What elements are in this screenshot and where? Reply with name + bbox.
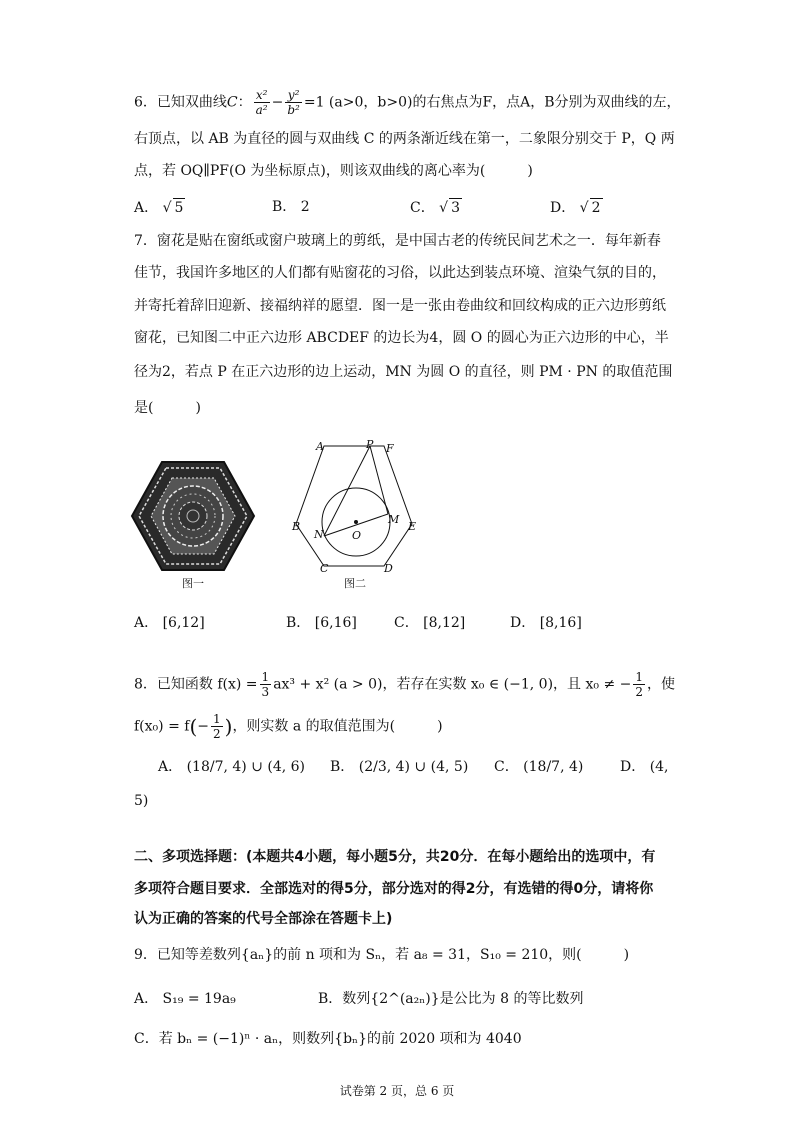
- q7-line-3: 并寄托着辞旧迎新、接福纳祥的愿望．图一是一张由卷曲纹和回纹构成的正六边形剪纸: [134, 298, 666, 314]
- section2-line-3: 认为正确的答案的代号全部涂在答题卡上): [134, 911, 393, 927]
- q8-line1: [134, 670, 675, 699]
- q8-line1-a: 8．已知函数 f(x) =: [134, 676, 258, 693]
- section2-line-2: 多项符合题目要求．全部选对的得5分，部分选对的得2分，有选错的得0分，请将你: [134, 881, 654, 897]
- q8-line2: f(x₀) = f(− $\frac{1}{2}$ )，则实数 a 的取值范围为( ): [134, 712, 443, 741]
- q7-option-a-label: A．: [134, 615, 159, 631]
- q6-line3: 点，若 OQ∥PF(O 为坐标原点)，则该双曲线的离心率为( ): [134, 163, 533, 179]
- q7-option-c-label: C．: [394, 615, 419, 631]
- q6-number: 6．已知双曲线: [134, 94, 227, 111]
- q8-line1-c: ，使: [647, 676, 675, 693]
- q7-line-4: 窗花，已知图二中正六边形 ABCDEF 的边长为4，圆 O 的圆心为正六边形的中心，半: [134, 330, 669, 346]
- q7-option-a-value: [6,12]: [162, 615, 205, 631]
- q7-line-6: 是( ): [134, 400, 201, 416]
- q8-option-a-label: A．: [158, 759, 183, 775]
- q7-option-b-value: [6,16]: [314, 615, 357, 631]
- fig-label-m: M: [388, 513, 400, 526]
- q6-line2: 右顶点，以 AB 为直径的圆与双曲线 C 的两条渐近线在第一，二象限分别交于 P，Q 两: [134, 131, 675, 147]
- q9-option-c: C．若 bₙ = (−1)ⁿ · aₙ，则数列{bₙ}的前 2020 项和为 4040: [134, 1031, 522, 1047]
- q7-line-1: 7．窗花是贴在窗纸或窗户玻璃上的剪纸，是中国古老的传统民间艺术之一．每年新春: [134, 233, 661, 249]
- fig-label-n: N: [314, 528, 324, 541]
- q6-option-c: C． √ 3: [410, 200, 461, 216]
- q6-option-b-value: 2: [300, 199, 310, 215]
- figure-one-papercut: [130, 458, 256, 574]
- figure-one-caption: 图一: [182, 577, 204, 590]
- q8-option-d-wrap: 5): [134, 793, 149, 809]
- fig-label-e: E: [408, 520, 417, 533]
- q6-frac-y: [285, 88, 302, 117]
- q8-line2-b: ，则实数 a 的取值范围为( ): [232, 718, 443, 735]
- q7-option-d-label: D．: [510, 615, 536, 631]
- fig-label-f: F: [386, 442, 394, 455]
- q8-frac-half: $\frac{1}{2}$: [635, 670, 643, 699]
- q9-option-b: B．数列{2^(a₂ₙ)}是公比为 8 的等比数列: [318, 991, 584, 1007]
- q7-option-c: [394, 614, 465, 632]
- q6-curve: C: [226, 94, 238, 111]
- q8-option-c: [494, 758, 583, 776]
- q8-line2-a: f(x₀) = f: [134, 718, 190, 735]
- q6-frac-x-den: a²: [255, 103, 268, 117]
- q7-line-5: 径为2，若点 P 在正六边形的边上运动，MN 为圆 O 的直径，则 PM · PN 的取值范围: [134, 364, 673, 380]
- q7-line-2: 佳节，我国许多地区的人们都有贴窗花的习俗，以此达到装点环境、渲染气氛的目的，: [134, 265, 666, 281]
- q6-option-d-value: 2: [591, 200, 601, 216]
- q8-option-c-label: C．: [494, 759, 519, 775]
- q6-option-b-label: B．: [272, 199, 297, 215]
- fig-label-o: O: [352, 529, 362, 542]
- q6-frac-x-num: x²: [254, 88, 270, 103]
- q7-option-b: [286, 614, 357, 632]
- q6-frac-y-den: b²: [287, 103, 300, 117]
- q8-option-d-value: (4,: [649, 759, 669, 775]
- q8-option-a-value: (18/7, 4) ∪ (4, 6): [186, 759, 306, 775]
- q6-option-c-label: C．: [410, 200, 435, 216]
- fig-label-p: P: [366, 438, 374, 451]
- figure-two-caption: 图二: [344, 577, 366, 590]
- page-footer: 试卷第 2 页，总 6 页: [339, 1084, 455, 1098]
- fig-label-c: C: [320, 562, 329, 575]
- section2-line-1: 二、多项选择题：(本题共4小题，每小题5分，共20分．在每小题给出的选项中，有: [134, 849, 656, 865]
- q7-option-b-label: B．: [286, 615, 311, 631]
- q6-option-a-value: 5: [174, 200, 184, 216]
- q6-option-a-label: A．: [134, 200, 159, 216]
- q8-option-b-value: (2/3, 4) ∪ (4, 5): [358, 759, 469, 775]
- fig-label-b: B: [292, 520, 301, 533]
- fig-label-a: A: [316, 440, 324, 453]
- q7-option-d-value: [8,16]: [539, 615, 582, 631]
- q8-frac-half-2: $\frac{1}{2}$: [212, 712, 221, 741]
- q6-option-a: A． √ 5: [134, 200, 184, 216]
- q8-line1-b: ax³ + x² (a > 0)，若存在实数 x₀ ∈ (−1, 0)，且 x₀ ≠ −: [273, 676, 632, 693]
- q6-option-d: D． √ 2: [550, 200, 601, 216]
- q8-option-b-label: B．: [330, 759, 355, 775]
- q6-option-d-label: D．: [550, 200, 576, 216]
- q9-option-a: A． S₁₉ = 19a₉: [134, 991, 236, 1007]
- q8-option-d: [620, 758, 669, 776]
- fig-label-d: D: [384, 562, 393, 575]
- q6-option-b: [272, 198, 310, 216]
- q7-option-d: [510, 614, 582, 632]
- q8-option-b: [330, 758, 468, 776]
- q6-frac-y-num: y²: [285, 88, 302, 103]
- q6-eq-rhs: =1 (a>0，b>0)的右焦点为F，点A，B分别为双曲线的左，: [303, 94, 681, 111]
- q6-option-c-value: 3: [451, 200, 461, 216]
- q6-frac-x: [254, 88, 270, 117]
- figure-two-geometry: [284, 436, 434, 576]
- q7-option-c-value: [8,12]: [423, 615, 466, 631]
- q6-line1: 6．已知双曲线C： $\frac{\text{x²}}{\text{a²}}$ − $\frac{\text{y²}}{\text{b²}}$ =1 (a>0，b>0)的右焦点为F，点A，B分别为双曲线的左，: [134, 88, 681, 117]
- q8-option-c-value: (18/7, 4): [523, 759, 584, 775]
- q8-frac-third: $\frac{1}{3}$: [261, 670, 270, 699]
- q8-option-d-label: D．: [620, 759, 646, 775]
- q8-option-a: [158, 758, 305, 776]
- q9-stem: 9．已知等差数列{aₙ}的前 n 项和为 Sₙ，若 a₈ = 31，S₁₀ = 210，则( ): [134, 947, 630, 963]
- q7-option-a: [134, 614, 205, 632]
